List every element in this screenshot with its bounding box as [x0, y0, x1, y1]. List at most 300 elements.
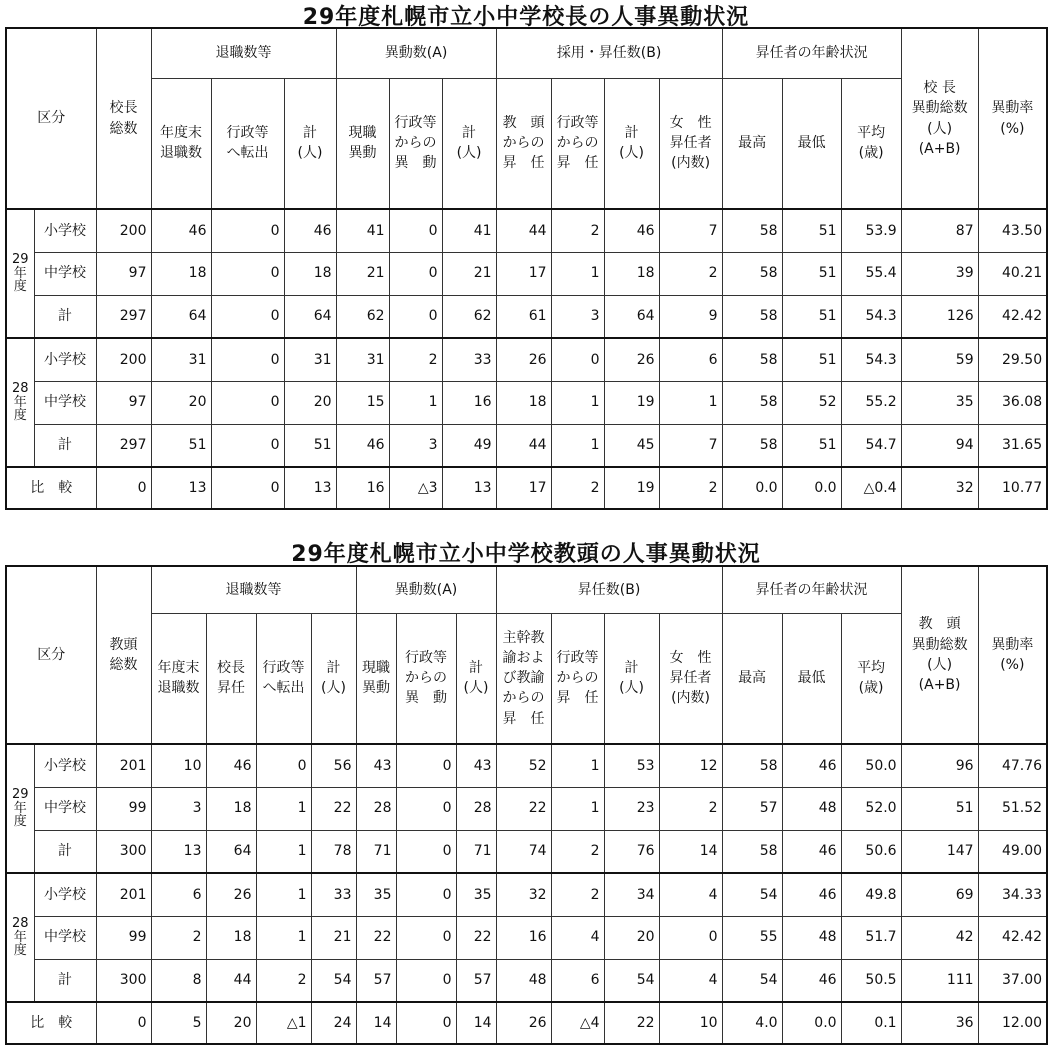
- table-cell: 2: [389, 338, 442, 381]
- column-subheader: 計 (人): [311, 613, 356, 744]
- column-subheader: 最低: [782, 78, 841, 209]
- table-cell: 57: [722, 787, 782, 830]
- table-cell: 0: [211, 338, 284, 381]
- table-cell: 14: [456, 1002, 496, 1044]
- table-cell: 44: [496, 209, 551, 252]
- table-cell: 59: [901, 338, 978, 381]
- table-cell: 46: [782, 830, 841, 873]
- table-cell: 10: [151, 744, 206, 787]
- table-cell: 17: [496, 467, 551, 509]
- table-cell: 76: [604, 830, 659, 873]
- table-cell: 0: [396, 744, 456, 787]
- table-cell: 18: [206, 916, 256, 959]
- table-cell: 54: [604, 959, 659, 1002]
- table-cell: 46: [782, 873, 841, 916]
- column-subheader: 行政等 からの 昇 任: [551, 78, 604, 209]
- table-cell: 12: [659, 744, 722, 787]
- table-cell: 32: [496, 873, 551, 916]
- table-cell: 35: [901, 381, 978, 424]
- table-cell: 16: [336, 467, 389, 509]
- table-cell: 0: [659, 916, 722, 959]
- column-subheader: 計 (人): [284, 78, 336, 209]
- table-cell: 26: [206, 873, 256, 916]
- compare-row: [6, 467, 1047, 509]
- column-subheader: 計 (人): [442, 78, 496, 209]
- table-cell: 0: [396, 1002, 456, 1044]
- table-cell: 18: [151, 252, 211, 295]
- row-label: 小学校: [34, 338, 96, 381]
- column-header: 退職数等: [151, 28, 336, 78]
- table-cell: 201: [96, 744, 151, 787]
- table-cell: 54: [311, 959, 356, 1002]
- table-cell: 51: [284, 424, 336, 467]
- table-cell: 48: [782, 916, 841, 959]
- table-cell: 42.42: [978, 916, 1047, 959]
- table-cell: 55.4: [841, 252, 901, 295]
- column-subheader: 最高: [722, 78, 782, 209]
- table-cell: 10: [659, 1002, 722, 1044]
- table-cell: 22: [311, 787, 356, 830]
- table-row: [6, 873, 1047, 916]
- table-cell: 58: [722, 424, 782, 467]
- column-subheader: 平均 (歳): [841, 78, 901, 209]
- table-cell: 22: [456, 916, 496, 959]
- table-cell: 21: [311, 916, 356, 959]
- table-cell: 2: [551, 830, 604, 873]
- table-cell: 0: [211, 295, 284, 338]
- table-cell: 20: [151, 381, 211, 424]
- compare-label: 比 較: [6, 467, 96, 509]
- table-cell: 16: [442, 381, 496, 424]
- table-cell: 51: [901, 787, 978, 830]
- table-row: [6, 916, 1047, 959]
- table-cell: 15: [336, 381, 389, 424]
- table-cell: 0.0: [722, 467, 782, 509]
- table-row: [6, 424, 1047, 467]
- table-cell: 1: [389, 381, 442, 424]
- table-cell: 1: [256, 787, 311, 830]
- table-cell: 31.65: [978, 424, 1047, 467]
- table-cell: △3: [389, 467, 442, 509]
- table-cell: 300: [96, 959, 151, 1002]
- table-cell: 51: [782, 295, 841, 338]
- table-cell: 56: [311, 744, 356, 787]
- table-cell: 35: [356, 873, 396, 916]
- column-subheader: 現職 異動: [356, 613, 396, 744]
- table-cell: 4: [659, 959, 722, 1002]
- table-cell: 46: [151, 209, 211, 252]
- table-cell: 0.1: [841, 1002, 901, 1044]
- table-cell: 2: [151, 916, 206, 959]
- table-cell: 78: [311, 830, 356, 873]
- table-cell: 111: [901, 959, 978, 1002]
- table-cell: 19: [604, 381, 659, 424]
- table-cell: 7: [659, 424, 722, 467]
- table-cell: 28: [456, 787, 496, 830]
- table-cell: 18: [496, 381, 551, 424]
- table-cell: 21: [336, 252, 389, 295]
- table-cell: 0: [551, 338, 604, 381]
- table-cell: 18: [284, 252, 336, 295]
- column-header: 区分: [6, 566, 96, 744]
- table-cell: 71: [356, 830, 396, 873]
- table-cell: 48: [782, 787, 841, 830]
- table-cell: 46: [782, 744, 841, 787]
- table-cell: 0: [389, 252, 442, 295]
- table-cell: 8: [151, 959, 206, 1002]
- table-row: [6, 830, 1047, 873]
- table-cell: 201: [96, 873, 151, 916]
- table-cell: 44: [496, 424, 551, 467]
- principal-table-title: 29年度札幌市立小中学校長の人事異動状況: [302, 5, 750, 30]
- table-cell: 49: [442, 424, 496, 467]
- table-cell: 13: [442, 467, 496, 509]
- table-row: [6, 252, 1047, 295]
- table-cell: 94: [901, 424, 978, 467]
- table-cell: 37.00: [978, 959, 1047, 1002]
- table-cell: 49.8: [841, 873, 901, 916]
- column-header: 昇任者の年齢状況: [722, 28, 901, 78]
- table-cell: 61: [496, 295, 551, 338]
- table-cell: 41: [336, 209, 389, 252]
- table-cell: 45: [604, 424, 659, 467]
- column-subheader: 最低: [782, 613, 841, 744]
- table-cell: 40.21: [978, 252, 1047, 295]
- table-cell: 29.50: [978, 338, 1047, 381]
- row-label: 計: [34, 424, 96, 467]
- table-cell: 147: [901, 830, 978, 873]
- table-cell: 51.52: [978, 787, 1047, 830]
- table-cell: 23: [604, 787, 659, 830]
- column-header: 教頭 総数: [96, 566, 151, 744]
- table-cell: 2: [551, 467, 604, 509]
- vice-principal-transfer-table: [5, 565, 1048, 1045]
- table-cell: 64: [151, 295, 211, 338]
- table-cell: 51: [782, 252, 841, 295]
- table-cell: 74: [496, 830, 551, 873]
- table-cell: 97: [96, 381, 151, 424]
- table-cell: 297: [96, 424, 151, 467]
- table-cell: 4: [659, 873, 722, 916]
- table-cell: 4.0: [722, 1002, 782, 1044]
- table-cell: 300: [96, 830, 151, 873]
- column-subheader: 最高: [722, 613, 782, 744]
- table-cell: 2: [659, 252, 722, 295]
- table-cell: 6: [151, 873, 206, 916]
- table-cell: 51: [782, 424, 841, 467]
- table-cell: 0: [396, 787, 456, 830]
- table-cell: 53.9: [841, 209, 901, 252]
- table-row: [6, 338, 1047, 381]
- table-cell: 0: [211, 209, 284, 252]
- table-cell: 0: [96, 467, 151, 509]
- table-cell: 3: [151, 787, 206, 830]
- column-subheader: 行政等 からの 異 動: [389, 78, 442, 209]
- row-label: 中学校: [34, 916, 96, 959]
- table-cell: 52: [496, 744, 551, 787]
- vice-principal-table-title: 29年度札幌市立小中学校教頭の人事異動状況: [291, 542, 761, 567]
- table-cell: 1: [551, 744, 604, 787]
- table-cell: 0: [396, 873, 456, 916]
- table-cell: 51: [782, 209, 841, 252]
- table-cell: 26: [496, 1002, 551, 1044]
- table-cell: 31: [336, 338, 389, 381]
- row-label: 中学校: [34, 787, 96, 830]
- table-cell: 12.00: [978, 1002, 1047, 1044]
- row-label: 計: [34, 830, 96, 873]
- table-cell: 42.42: [978, 295, 1047, 338]
- column-subheader: 年度末 退職数: [151, 613, 206, 744]
- table-cell: 2: [659, 467, 722, 509]
- table-cell: 43: [356, 744, 396, 787]
- table-cell: 52.0: [841, 787, 901, 830]
- column-header: 昇任者の年齢状況: [722, 566, 901, 613]
- column-subheader: 女 性 昇任者 (内数): [659, 78, 722, 209]
- table-cell: 1: [551, 252, 604, 295]
- table-cell: 49.00: [978, 830, 1047, 873]
- table-cell: 20: [206, 1002, 256, 1044]
- table-cell: 50.0: [841, 744, 901, 787]
- column-subheader: 現職 異動: [336, 78, 389, 209]
- table-cell: 13: [284, 467, 336, 509]
- table-cell: 32: [901, 467, 978, 509]
- table-row: [6, 959, 1047, 1002]
- table-cell: 0: [396, 830, 456, 873]
- table-row: [6, 295, 1047, 338]
- year-label: 29 年 度: [6, 209, 34, 338]
- table-cell: 26: [496, 338, 551, 381]
- compare-row: [6, 1002, 1047, 1044]
- table-cell: 44: [206, 959, 256, 1002]
- table-cell: 54: [722, 873, 782, 916]
- table-cell: 2: [659, 787, 722, 830]
- table-cell: 58: [722, 830, 782, 873]
- row-label: 小学校: [34, 209, 96, 252]
- table-cell: 52: [782, 381, 841, 424]
- table-cell: 35: [456, 873, 496, 916]
- column-subheader: 計 (人): [456, 613, 496, 744]
- table-row: [6, 787, 1047, 830]
- table-cell: 1: [256, 873, 311, 916]
- table-cell: 19: [604, 467, 659, 509]
- table-row: [6, 381, 1047, 424]
- table-cell: 51: [151, 424, 211, 467]
- table-cell: 7: [659, 209, 722, 252]
- table-cell: 58: [722, 338, 782, 381]
- table-cell: 54.3: [841, 295, 901, 338]
- table-cell: 46: [206, 744, 256, 787]
- table-cell: 58: [722, 295, 782, 338]
- table-cell: 97: [96, 252, 151, 295]
- table-cell: 46: [782, 959, 841, 1002]
- table-cell: 99: [96, 787, 151, 830]
- table-cell: 39: [901, 252, 978, 295]
- table-row: [6, 209, 1047, 252]
- table-cell: 20: [604, 916, 659, 959]
- table-cell: 57: [356, 959, 396, 1002]
- table-cell: 54.3: [841, 338, 901, 381]
- table-cell: 58: [722, 744, 782, 787]
- table-cell: 3: [389, 424, 442, 467]
- column-header: 異動数(A): [336, 28, 496, 78]
- table-cell: 54: [722, 959, 782, 1002]
- table-cell: 33: [442, 338, 496, 381]
- table-cell: 14: [356, 1002, 396, 1044]
- table-row: [6, 744, 1047, 787]
- table-cell: 5: [151, 1002, 206, 1044]
- table-cell: 13: [151, 467, 211, 509]
- table-cell: 41: [442, 209, 496, 252]
- table-cell: 36: [901, 1002, 978, 1044]
- table-cell: 0.0: [782, 1002, 841, 1044]
- table-cell: 1: [551, 787, 604, 830]
- table-cell: 0: [389, 209, 442, 252]
- column-header: 異動率 (%): [978, 28, 1047, 209]
- table-cell: 0: [211, 381, 284, 424]
- table-cell: 31: [151, 338, 211, 381]
- table-cell: 46: [604, 209, 659, 252]
- row-label: 中学校: [34, 381, 96, 424]
- table-cell: 0: [396, 959, 456, 1002]
- table-cell: 1: [551, 424, 604, 467]
- row-label: 小学校: [34, 744, 96, 787]
- table-cell: 14: [659, 830, 722, 873]
- table-cell: 0: [211, 424, 284, 467]
- column-header: 退職数等: [151, 566, 356, 613]
- table-cell: 6: [659, 338, 722, 381]
- table-cell: 1: [551, 381, 604, 424]
- table-cell: 24: [311, 1002, 356, 1044]
- table-cell: 64: [206, 830, 256, 873]
- table-cell: 62: [336, 295, 389, 338]
- column-header: 異動率 (%): [978, 566, 1047, 744]
- column-header: 校 長 異動総数 (人) (A+B): [901, 28, 978, 209]
- row-label: 中学校: [34, 252, 96, 295]
- table-cell: 34.33: [978, 873, 1047, 916]
- column-subheader: 校長 昇任: [206, 613, 256, 744]
- row-label: 計: [34, 959, 96, 1002]
- table-cell: 48: [496, 959, 551, 1002]
- table-cell: 126: [901, 295, 978, 338]
- table-cell: △4: [551, 1002, 604, 1044]
- table-cell: 50.6: [841, 830, 901, 873]
- table-cell: 96: [901, 744, 978, 787]
- table-cell: △0.4: [841, 467, 901, 509]
- table-cell: 54.7: [841, 424, 901, 467]
- table-cell: 34: [604, 873, 659, 916]
- year-label: 29 年 度: [6, 744, 34, 873]
- column-header: 校長 総数: [96, 28, 151, 209]
- column-header: 異動数(A): [356, 566, 496, 613]
- table-cell: 0: [396, 916, 456, 959]
- table-cell: 99: [96, 916, 151, 959]
- table-cell: 42: [901, 916, 978, 959]
- column-header: 昇任数(B): [496, 566, 722, 613]
- table-cell: 16: [496, 916, 551, 959]
- table-cell: 1: [256, 830, 311, 873]
- table-cell: 10.77: [978, 467, 1047, 509]
- table-cell: 0: [211, 467, 284, 509]
- table-cell: 26: [604, 338, 659, 381]
- table-cell: 200: [96, 338, 151, 381]
- table-cell: 4: [551, 916, 604, 959]
- column-header: 区分: [6, 28, 96, 209]
- table-cell: 57: [456, 959, 496, 1002]
- table-cell: 43.50: [978, 209, 1047, 252]
- table-cell: 55: [722, 916, 782, 959]
- table-cell: 58: [722, 252, 782, 295]
- principal-transfer-table: [5, 27, 1048, 510]
- year-label: 28 年 度: [6, 873, 34, 1002]
- table-cell: 200: [96, 209, 151, 252]
- table-cell: 18: [604, 252, 659, 295]
- table-cell: 51: [782, 338, 841, 381]
- table-cell: 1: [256, 916, 311, 959]
- table-cell: 13: [151, 830, 206, 873]
- table-cell: 36.08: [978, 381, 1047, 424]
- table-cell: 0.0: [782, 467, 841, 509]
- table-cell: 46: [336, 424, 389, 467]
- table-cell: 6: [551, 959, 604, 1002]
- table-cell: 22: [356, 916, 396, 959]
- year-label: 28 年 度: [6, 338, 34, 467]
- column-subheader: 主幹教 諭およ び教諭 からの 昇 任: [496, 613, 551, 744]
- column-header: 採用・昇任数(B): [496, 28, 722, 78]
- table-cell: 0: [256, 744, 311, 787]
- column-subheader: 計 (人): [604, 78, 659, 209]
- table-cell: 17: [496, 252, 551, 295]
- table-cell: 33: [311, 873, 356, 916]
- table-cell: 58: [722, 381, 782, 424]
- table-cell: 0: [211, 252, 284, 295]
- table-cell: 2: [256, 959, 311, 1002]
- table-cell: 22: [604, 1002, 659, 1044]
- column-subheader: 計 (人): [604, 613, 659, 744]
- table-cell: 50.5: [841, 959, 901, 1002]
- column-subheader: 教 頭 からの 昇 任: [496, 78, 551, 209]
- table-cell: 3: [551, 295, 604, 338]
- table-cell: 2: [551, 873, 604, 916]
- column-subheader: 年度末 退職数: [151, 78, 211, 209]
- compare-label: 比 較: [6, 1002, 96, 1044]
- column-subheader: 平均 (歳): [841, 613, 901, 744]
- table-cell: 22: [496, 787, 551, 830]
- table-cell: 2: [551, 209, 604, 252]
- column-header: 教 頭 異動総数 (人) (A+B): [901, 566, 978, 744]
- table-cell: 1: [659, 381, 722, 424]
- column-subheader: 女 性 昇任者 (内数): [659, 613, 722, 744]
- table-cell: 71: [456, 830, 496, 873]
- table-cell: 47.76: [978, 744, 1047, 787]
- row-label: 小学校: [34, 873, 96, 916]
- table-cell: 55.2: [841, 381, 901, 424]
- table-cell: 0: [389, 295, 442, 338]
- table-cell: △1: [256, 1002, 311, 1044]
- table-cell: 58: [722, 209, 782, 252]
- table-cell: 20: [284, 381, 336, 424]
- table-cell: 31: [284, 338, 336, 381]
- table-cell: 64: [604, 295, 659, 338]
- table-cell: 64: [284, 295, 336, 338]
- table-cell: 21: [442, 252, 496, 295]
- table-cell: 297: [96, 295, 151, 338]
- table-cell: 43: [456, 744, 496, 787]
- column-subheader: 行政等 へ転出: [256, 613, 311, 744]
- table-cell: 46: [284, 209, 336, 252]
- table-cell: 28: [356, 787, 396, 830]
- table-cell: 62: [442, 295, 496, 338]
- row-label: 計: [34, 295, 96, 338]
